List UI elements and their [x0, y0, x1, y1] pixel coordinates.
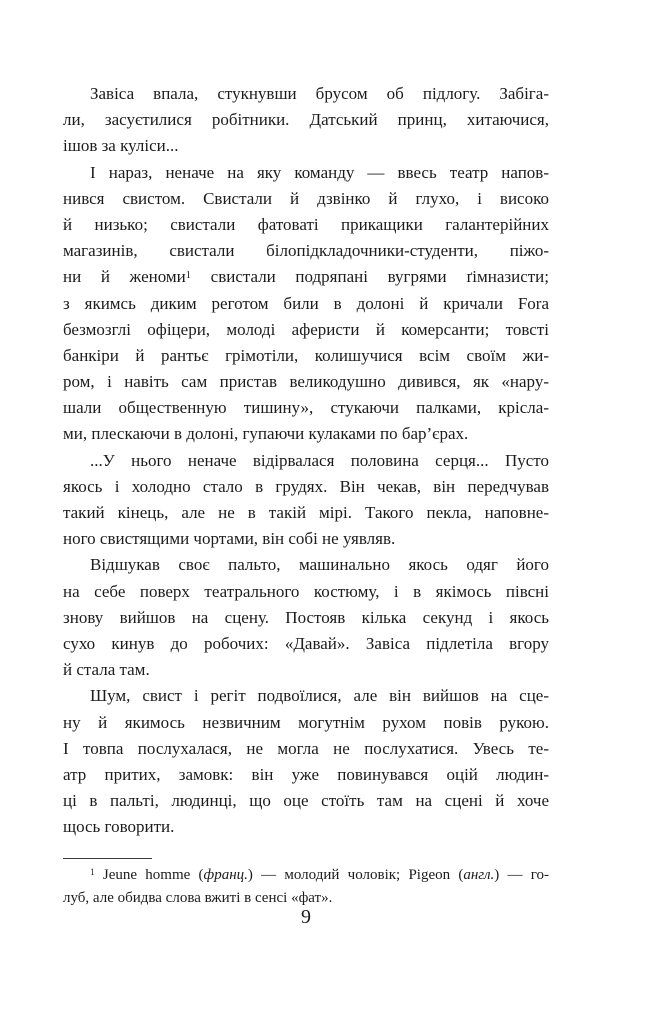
text-line: сухо кинув до робочих: «Давай». Завіса підлетіла вгору: [63, 633, 549, 653]
footnote-text-segment: ) — молодий чоловік; Pigeon (: [247, 867, 464, 883]
page-number: 9: [301, 906, 311, 928]
text-line: на себе поверх театрального костюму, і в якімось півсні: [63, 581, 549, 601]
main-text: [63, 81, 549, 840]
text-line: ішов за куліси...: [63, 136, 179, 156]
text-line: Завіса впала, стукнувши брусом об підлогу. Забіга-: [90, 84, 549, 103]
footnote-language-label: франц.: [203, 867, 248, 883]
footnote-marker-superscript: 1: [185, 269, 192, 281]
text-line: банкіри й рантьє грімотіли, колишучися всім своїм жи-: [63, 345, 549, 365]
footnote-separator-rule: [63, 858, 152, 859]
text-line: атр притих, замовк: він уже повинувався оцій людин-: [63, 764, 549, 784]
paragraph: [63, 160, 549, 448]
paragraph: [63, 448, 549, 553]
text-line: ці в пальті, людинці, що оце стоїть там на сцені й хоче: [63, 791, 549, 811]
paragraph: [63, 552, 549, 683]
text-line: ну й якимось незвичним могутнім рухом повів рукою.: [63, 712, 549, 732]
text-segment: свистали подряпані вугрями ґімназисти;: [191, 267, 549, 287]
text-line: магазинів, свистали білопідкладочники-студенти, піжо-: [63, 241, 549, 261]
text-line: ного свистящими чортами, він собі не уявляв.: [63, 529, 396, 549]
text-line: знову вийшов на сцену. Постояв кілька секунд і якось: [63, 607, 549, 627]
text-line: ми, плескаючи в долоні, гупаючи кулаками по бар’єрах.: [63, 424, 469, 444]
text-line: І нараз, неначе на яку команду — ввесь театр напов-: [90, 162, 549, 182]
text-line: ром, і навіть сам пристав великодушно дивився, як «нару-: [63, 372, 549, 392]
footnote-line: [63, 864, 549, 887]
footnote-text-segment: Jeune homme (: [94, 867, 204, 883]
text-segment: ни й женоми: [63, 267, 186, 287]
footnote-marker-superscript: 1: [90, 867, 95, 878]
text-line: якось і холодно стало в грудях. Він чекав, він передчував: [63, 476, 549, 496]
text-line: ли, засуєтилися робітники. Датський принц, хитаючися,: [63, 110, 549, 130]
text-line: Відшукав своє пальто, машинально якось одяг його: [90, 555, 549, 575]
text-line: І товпа послухалася, не могла не послухатися. Увесь те-: [63, 738, 549, 758]
text-line-with-footnote-marker: [63, 264, 549, 290]
footnote-line: луб, але обидва слова вжиті в сенсі «фат».: [63, 889, 333, 906]
text-line: й низько; свистали фатоваті прикащики галантерійних: [63, 214, 549, 234]
footnote-text-segment: ) — го-: [494, 867, 549, 883]
text-line: безмозглі офіцери, молоді аферисти й комерсанти; товсті: [63, 319, 549, 339]
text-line: ...У нього неначе відірвалася половина серця... Пусто: [90, 450, 549, 470]
text-line: й стала там.: [63, 660, 150, 680]
text-line: з якимсь диким реготом били в долоні й кричали Fora: [63, 293, 549, 313]
paragraph: [63, 81, 549, 160]
footnote-language-label: англ.: [463, 867, 495, 883]
text-line: такий кінець, але не в такій мірі. Такого пекла, наповне-: [63, 503, 549, 522]
text-line: шали общественную тишину», стукаючи палками, крісла-: [63, 398, 549, 418]
text-line: нився свистом. Свистали й дзвінко й глухо, і високо: [63, 188, 549, 208]
footnote: [63, 864, 549, 909]
text-line: Шум, свист і регіт подвоїлися, але він вийшов на сце-: [90, 686, 549, 706]
text-line: щось говорити.: [63, 817, 175, 837]
paragraph: [63, 683, 549, 840]
